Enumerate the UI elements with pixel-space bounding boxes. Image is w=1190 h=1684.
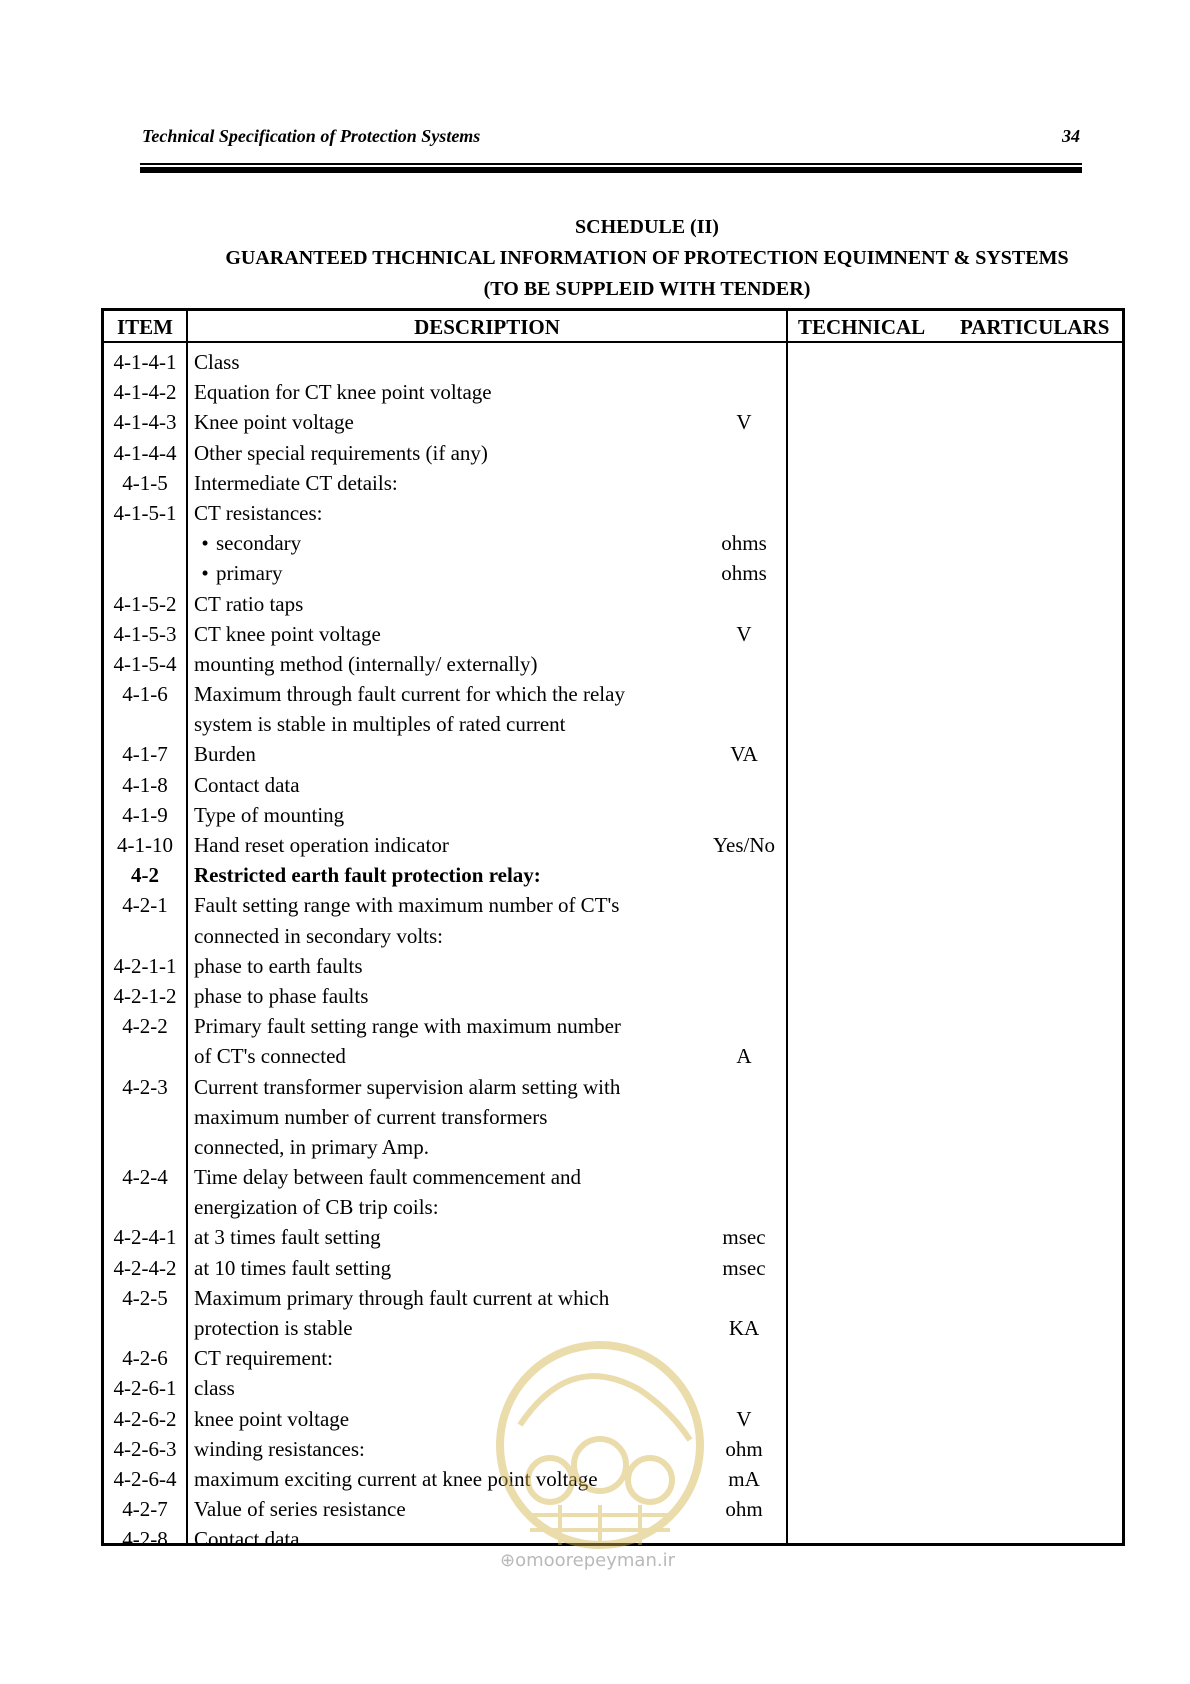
table-row <box>104 830 1122 860</box>
item-description: Other special requirements (if any) <box>194 440 488 465</box>
item-description <box>194 558 282 588</box>
item-unit: ohm <box>725 1436 763 1461</box>
table-row <box>104 438 1122 468</box>
item-description: class <box>194 1376 235 1401</box>
page-number: 34 <box>1062 126 1080 146</box>
item-description: maximum number of current transformers <box>194 1104 548 1129</box>
header-divider <box>104 341 1122 343</box>
item-number: 4-2-4-1 <box>113 1225 177 1250</box>
item-number: 4-2 <box>131 863 159 888</box>
table-row <box>104 589 1122 619</box>
table-row <box>104 1222 1122 1252</box>
item-description: of CT's connected <box>194 1044 346 1069</box>
column-header-particulars: PARTICULARS <box>960 315 1110 339</box>
item-number: 4-1-5 <box>122 470 168 495</box>
item-number: 4-1-4-1 <box>113 350 177 374</box>
item-unit: ohms <box>721 561 767 586</box>
item-description: maximum exciting current at knee point voltage <box>194 1466 598 1491</box>
item-description: connected in secondary volts: <box>194 923 444 948</box>
item-description: connected, in primary Amp. <box>194 1134 430 1159</box>
table-row <box>104 921 1122 951</box>
table-row <box>104 679 1122 709</box>
item-number: 4-1-5-3 <box>113 621 177 646</box>
bullet-icon: • <box>201 561 209 586</box>
item-number: 4-1-5-1 <box>113 500 177 525</box>
item-description: phase to earth faults <box>194 953 363 978</box>
item-unit: V <box>736 621 752 646</box>
table-row <box>104 407 1122 437</box>
item-description: mounting method (internally/ externally) <box>194 651 538 676</box>
table-row <box>104 468 1122 498</box>
table-row <box>104 951 1122 981</box>
table-row <box>104 890 1122 920</box>
item-unit: ohms <box>721 531 767 556</box>
item-number: 4-2-7 <box>122 1497 168 1522</box>
item-number: 4-2-4 <box>122 1165 168 1190</box>
item-number: 4-1-8 <box>122 772 168 797</box>
watermark-seal <box>490 1330 710 1560</box>
item-number: 4-2-4-2 <box>113 1255 177 1280</box>
item-unit: Yes/No <box>712 833 776 857</box>
schedule-note: (TO BE SUPPLEID WITH TENDER) <box>483 278 811 300</box>
item-number: 4-1-10 <box>117 833 173 857</box>
bullet-text: secondary <box>216 531 302 556</box>
bullet-icon: • <box>201 531 209 556</box>
table-row <box>104 1102 1122 1132</box>
item-number: 4-2-3 <box>122 1074 168 1099</box>
item-number: 4-2-2 <box>122 1014 168 1039</box>
item-number: 4-1-5-2 <box>113 591 177 616</box>
table-row <box>104 1192 1122 1222</box>
item-description: energization of CB trip coils: <box>194 1195 439 1220</box>
item-unit: V <box>736 410 752 435</box>
table-row <box>104 981 1122 1011</box>
item-unit: VA <box>730 742 758 767</box>
table-row <box>104 739 1122 769</box>
table-row <box>104 528 1122 558</box>
bullet-text: primary <box>216 561 283 586</box>
item-description: system is stable in multiples of rated current <box>194 712 566 737</box>
item-description: Burden <box>194 742 256 767</box>
running-header <box>142 126 1080 154</box>
item-description: Hand reset operation indicator <box>194 833 449 857</box>
header-rule-thin <box>140 163 1082 165</box>
table-row <box>104 1041 1122 1071</box>
item-description: winding resistances: <box>194 1436 365 1461</box>
item-number: 4-1-5-4 <box>113 651 177 676</box>
schedule-subtitle: GUARANTEED THCHNICAL INFORMATION OF PROTECTION EQUIMNENT & SYSTEMS <box>225 247 1069 269</box>
item-description: Type of mounting <box>194 802 345 827</box>
table-row <box>104 709 1122 739</box>
item-unit: msec <box>722 1225 766 1250</box>
item-description: Maximum primary through fault current at which <box>194 1285 610 1310</box>
column-header-technical: TECHNICAL <box>798 315 926 339</box>
item-description: at 3 times fault setting <box>194 1225 381 1250</box>
table-row <box>104 1253 1122 1283</box>
item-description <box>194 528 301 558</box>
item-description: CT ratio taps <box>194 591 304 616</box>
table-row <box>104 649 1122 679</box>
item-number: 4-2-6-2 <box>113 1406 177 1431</box>
table-row <box>104 770 1122 800</box>
item-description: Maximum through fault current for which the relay <box>194 682 625 707</box>
item-unit: msec <box>722 1255 766 1280</box>
item-unit: KA <box>728 1316 760 1340</box>
item-description: Value of series resistance <box>194 1497 406 1522</box>
item-number: 4-2-6-3 <box>113 1436 177 1461</box>
item-description: CT knee point voltage <box>194 621 381 646</box>
item-description: at 10 times fault setting <box>194 1255 392 1280</box>
table-row <box>104 860 1122 890</box>
column-header-item: ITEM <box>116 315 173 339</box>
item-number: 4-1-4-4 <box>113 440 177 465</box>
table-row <box>104 1283 1122 1313</box>
document-title: Technical Specification of Protection Systems <box>142 126 481 146</box>
table-row <box>104 498 1122 528</box>
item-description: Class <box>194 350 240 374</box>
table-row <box>104 1072 1122 1102</box>
item-number: 4-1-9 <box>122 802 168 827</box>
item-number: 4-2-1 <box>122 893 168 918</box>
item-description: Equation for CT knee point voltage <box>194 380 492 405</box>
item-unit: A <box>736 1044 752 1069</box>
table-row <box>104 619 1122 649</box>
item-number: 4-2-6 <box>122 1346 168 1371</box>
item-unit: ohm <box>725 1497 763 1522</box>
item-description: Primary fault setting range with maximum number <box>194 1014 621 1039</box>
item-number: 4-2-6-1 <box>113 1376 177 1401</box>
item-number: 4-2-8 <box>122 1527 168 1552</box>
item-description: Contact data <box>194 1527 300 1552</box>
item-number: 4-1-4-2 <box>113 380 177 405</box>
table-row <box>104 800 1122 830</box>
item-description: protection is stable <box>194 1316 353 1340</box>
item-number: 4-2-6-4 <box>113 1466 177 1491</box>
column-header-description: DESCRIPTION <box>414 315 560 339</box>
table-row <box>104 1162 1122 1192</box>
schedule-heading <box>100 212 1190 305</box>
item-number: 4-2-1-1 <box>113 953 177 978</box>
item-unit: mA <box>728 1466 760 1491</box>
item-number: 4-1-6 <box>122 682 168 707</box>
table-row <box>104 558 1122 588</box>
globe-icon: ⊕ <box>500 1550 516 1571</box>
item-description: CT resistances: <box>194 500 323 525</box>
item-number: 4-1-4-3 <box>113 410 177 435</box>
item-description: Fault setting range with maximum number of CT's <box>194 893 620 918</box>
table-row <box>104 377 1122 407</box>
item-number: 4-2-5 <box>122 1285 168 1310</box>
table-row <box>104 1132 1122 1162</box>
table-row <box>104 1011 1122 1041</box>
item-description: phase to phase faults <box>194 983 369 1008</box>
item-description: Restricted earth fault protection relay: <box>194 863 541 888</box>
item-description: CT requirement: <box>194 1346 333 1371</box>
watermark-url: ⊕omoorepeyman.ir <box>500 1550 675 1571</box>
table-row <box>104 347 1122 377</box>
item-number: 4-1-7 <box>122 742 168 767</box>
item-description: Knee point voltage <box>194 410 354 435</box>
item-number: 4-2-1-2 <box>113 983 177 1008</box>
item-unit: V <box>736 1406 752 1431</box>
item-description: Contact data <box>194 772 300 797</box>
item-description: Intermediate CT details: <box>194 470 398 495</box>
schedule-title: SCHEDULE (II) <box>575 216 719 238</box>
item-description: knee point voltage <box>194 1406 350 1431</box>
item-description: Current transformer supervision alarm setting with <box>194 1074 621 1099</box>
header-rule-thick <box>140 167 1082 173</box>
item-description: Time delay between fault commencement and <box>194 1165 582 1190</box>
